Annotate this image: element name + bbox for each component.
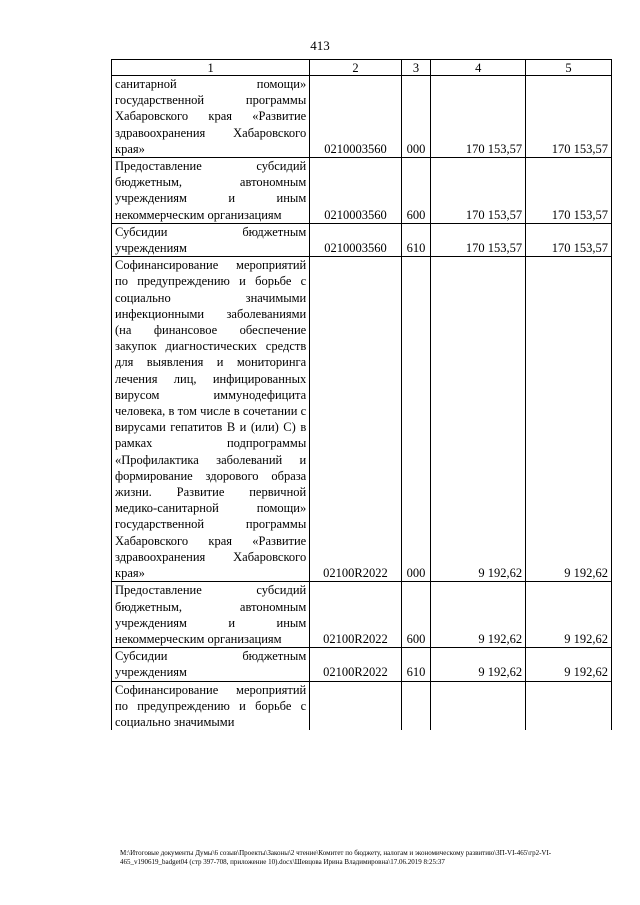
table-row — [112, 648, 612, 681]
row-amount-1: 9 192,62 — [431, 582, 526, 648]
row-name: Субсидии бюджетным учреждениям — [112, 223, 310, 256]
table-row — [112, 158, 612, 224]
row-name: Предоставление субсидий бюджетным, автономным учреждениям и иным некоммерческим организациям — [112, 582, 310, 648]
document-path-footer: M:\Итоговые документы Думы\6 созыв\Проекты\Законы\2 чтение\Комитет по бюджету, налогам и экономическому развитию\ЗП-VI-465\гр2-VI-465_v190619_badget04 (стр 397-708, приложение 10).docx\Шевцова Ирина Владимировна\17.06.2019 8:25:37 — [120, 849, 552, 866]
row-target-code: 02100R2022 — [310, 648, 401, 681]
row-target-code: 02100R2022 — [310, 257, 401, 582]
row-name: Софинансирование мероприятий по предупреждению и борьбе с социально значимыми инфекционными заболеваниями (на финансовое обеспечение закупок диагностических средств для выявления и мониторинга лечения лиц, инфицированных вирусом иммунодефицита человека, в том числе в сочетании с вирусами гепатитов В и (или) С) в рамках подпрограммы «Профилактика заболеваний и формирование здорового образа жизни. Развитие первичной медико-санитарной помощи» государственной программы Хабаровского края «Развитие здравоохранения Хабаровского края» — [112, 257, 310, 582]
row-name: Субсидии бюджетным учреждениям — [112, 648, 310, 681]
row-target-code: 0210003560 — [310, 223, 401, 256]
row-target-code — [310, 681, 401, 730]
table-row — [112, 223, 612, 256]
row-expense-type: 600 — [401, 158, 431, 224]
table-row — [112, 681, 612, 730]
row-amount-1: 170 153,57 — [431, 223, 526, 256]
row-amount-2: 9 192,62 — [526, 257, 612, 582]
row-amount-2: 170 153,57 — [526, 223, 612, 256]
row-expense-type: 600 — [401, 582, 431, 648]
row-expense-type: 610 — [401, 223, 431, 256]
row-name: Софинансирование мероприятий по предупреждению и борьбе с социально значимыми — [112, 681, 310, 730]
row-expense-type — [401, 681, 431, 730]
row-expense-type: 610 — [401, 648, 431, 681]
row-target-code: 02100R2022 — [310, 582, 401, 648]
header-col-1: 1 — [112, 60, 310, 76]
row-amount-2: 9 192,62 — [526, 648, 612, 681]
row-name: Предоставление субсидий бюджетным, автономным учреждениям и иным некоммерческим организациям — [112, 158, 310, 224]
table-row — [112, 76, 612, 158]
row-amount-1: 170 153,57 — [431, 76, 526, 158]
header-col-2: 2 — [310, 60, 401, 76]
row-amount-2: 170 153,57 — [526, 76, 612, 158]
row-expense-type: 000 — [401, 76, 431, 158]
table-row — [112, 582, 612, 648]
row-amount-1: 9 192,62 — [431, 257, 526, 582]
table-header-row — [112, 60, 612, 76]
budget-table — [111, 59, 612, 730]
row-expense-type: 000 — [401, 257, 431, 582]
header-col-4: 4 — [431, 60, 526, 76]
page-number: 413 — [310, 38, 330, 53]
row-amount-1 — [431, 681, 526, 730]
row-amount-1: 9 192,62 — [431, 648, 526, 681]
table-row — [112, 257, 612, 582]
header-col-3: 3 — [401, 60, 431, 76]
row-amount-2 — [526, 681, 612, 730]
header-col-5: 5 — [526, 60, 612, 76]
row-target-code: 0210003560 — [310, 76, 401, 158]
row-amount-1: 170 153,57 — [431, 158, 526, 224]
row-amount-2: 170 153,57 — [526, 158, 612, 224]
row-name: санитарной помощи» государственной программы Хабаровского края «Развитие здравоохранения Хабаровского края» — [112, 76, 310, 158]
row-target-code: 0210003560 — [310, 158, 401, 224]
row-amount-2: 9 192,62 — [526, 582, 612, 648]
